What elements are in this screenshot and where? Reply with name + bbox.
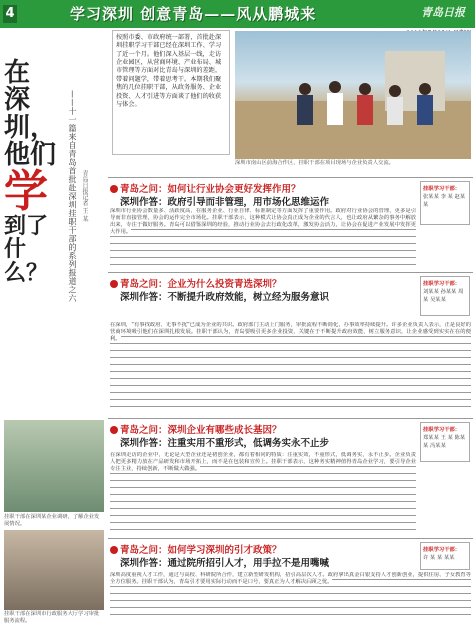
section-3-subtitle: 深圳作答：注重实用不重形式，低调务实永不止步	[120, 438, 330, 449]
headline-line-3: 他们	[4, 139, 57, 170]
people-at-site-illustration	[235, 31, 471, 159]
main-headline	[4, 60, 58, 420]
section-2-body: 在深圳，“有事找政府、无事不扰”已成为企业的共识。政府部门主动上门服务，审批流程不断简化，办事效率持续提升。许多企业负责人表示，正是良好的营商环境吸引他们在深圳扎根发展。挂职干部认为，青岛要吸引更多企业投资，关键在于不断提升政府效能，树立服务意识，让企业感受到实实在在的便利。	[110, 322, 471, 410]
section-3-title: 青岛之问：深圳企业有哪些成长基因？	[110, 422, 282, 436]
section-3-body: 在深圳走访的企业中，无论是大型企业还是初创企业，都有着相同的特质：注重实效，不重形式，低调务实，永不止步。企业负责人把更多精力放在产品研发和市场开拓上，而不是在包装和宣传上。挂职干部表示，这种务实精神值得青岛企业学习，要引导企业专注主业，持续创新，不断做大做强。	[110, 452, 416, 534]
side-photo-1	[4, 420, 104, 512]
section-4-sidebox	[420, 542, 470, 570]
section-divider	[108, 538, 473, 539]
page-header	[0, 0, 475, 28]
sidebox-names: 许 某 某 某某	[423, 555, 455, 561]
bullet-icon	[110, 546, 118, 554]
intro-box: 按照市委、市政府统一部署，首批赴深圳挂职学习干部已经在深圳工作、学习了近一个月。他们深入基层一线，走访企业园区，从营商环境、产业布局、城市管理等方面对比青岛与深圳的差距，带着问题学，带着思考干。本期我们聚焦的几位挂职干部，从政务服务、企业投资、人才引进等方面谈了他们的收获与体会。	[112, 30, 230, 155]
side-photo-1-caption: 挂职干部在深圳某企业调研，了解企业发展情况。	[4, 514, 100, 527]
section-divider	[108, 272, 473, 273]
section-divider	[108, 177, 473, 178]
byline: 青岛日报记者 王 某	[81, 170, 88, 222]
page-number: 4	[3, 5, 17, 23]
section-1-title: 青岛之问：如何让行业协会更好发挥作用？	[110, 181, 301, 195]
section-4-title: 青岛之问：如何学习深圳的引才政策？	[110, 542, 282, 556]
top-photo-caption: 深圳市南山区前海合作区，挂职干部在项目现场与企业负责人交流。	[235, 160, 394, 166]
section-1-subtitle: 深圳作答：政府引导而非管理，用市场化思维运作	[120, 197, 330, 208]
sidebox-label: 挂职学习干部：	[423, 281, 461, 287]
sidebox-names: 郑某某 王 某 陈某某 冯某某	[423, 435, 466, 449]
section-1-body: 深圳市行业协会数量多、活跃度高，在服务企业、行业自律、标准制定等方面发挥了重要作用。政府对行业协会的管理，更多是引导而非直接管理，协会的运作完全市场化。挂职干部表示，这种模式让协会真正成为企业的代言人，也让政府从繁杂的事务中解放出来，专注于做好服务。青岛可以借鉴深圳的经验，推动行业协会去行政化改革，激发协会活力，让协会在促进产业发展中发挥更大作用。	[110, 208, 416, 268]
section-3-sidebox	[420, 422, 470, 462]
section-4-subtitle: 深圳作答：通过院所招引人才，用手拉不是用嘴喊	[120, 558, 330, 569]
section-2-sidebox	[420, 276, 470, 316]
section-2-title: 青岛之问：企业为什么投资青选深圳？	[110, 276, 282, 290]
section-1-sidebox	[420, 181, 470, 225]
newspaper-logo: 青岛日报	[421, 6, 465, 19]
section-4-body: 深圳高度重视人才工作，通过与高校、科研院所合作，建立新型研发机构，招引高层次人才。政府拿出真金白银支持人才创新创业，提供住房、子女教育等全方位服务。挂职干部认为，青岛引才要用实际行动而不是口号，要真正为人才解决后顾之忧。	[110, 572, 471, 616]
headline-line-5: 到了什么？	[4, 213, 49, 286]
series-subhead: ——十一篇来自青岛首批赴深圳挂职干部的系列报道之六	[68, 90, 77, 303]
sidebox-label: 挂职学习干部：	[423, 186, 461, 192]
side-photo-2	[4, 530, 104, 610]
sidebox-names: 张某某 李 某 赵某某	[423, 194, 466, 208]
headline-line-2: 深圳，	[4, 85, 57, 143]
sidebox-names: 刘某某 孙某某 周 某 吴某某	[423, 289, 464, 303]
headline-line-1: 在	[4, 58, 31, 88]
section-2-subtitle: 深圳作答：不断提升政府效能，树立经为服务意识	[120, 292, 330, 303]
side-photo-2-caption: 挂职干部在深圳市行政服务大厅学习审批服务流程。	[4, 611, 100, 624]
section-divider	[108, 418, 473, 419]
sidebox-label: 挂职学习干部：	[423, 427, 461, 433]
headline-highlight-char: 学	[4, 166, 48, 218]
sidebox-label: 挂职学习干部：	[423, 547, 461, 553]
bullet-icon	[110, 426, 118, 434]
section-banner: 学习深圳 创意青岛——风从鹏城来	[70, 5, 317, 23]
bullet-icon	[110, 185, 118, 193]
top-photo	[235, 31, 471, 159]
bullet-icon	[110, 280, 118, 288]
